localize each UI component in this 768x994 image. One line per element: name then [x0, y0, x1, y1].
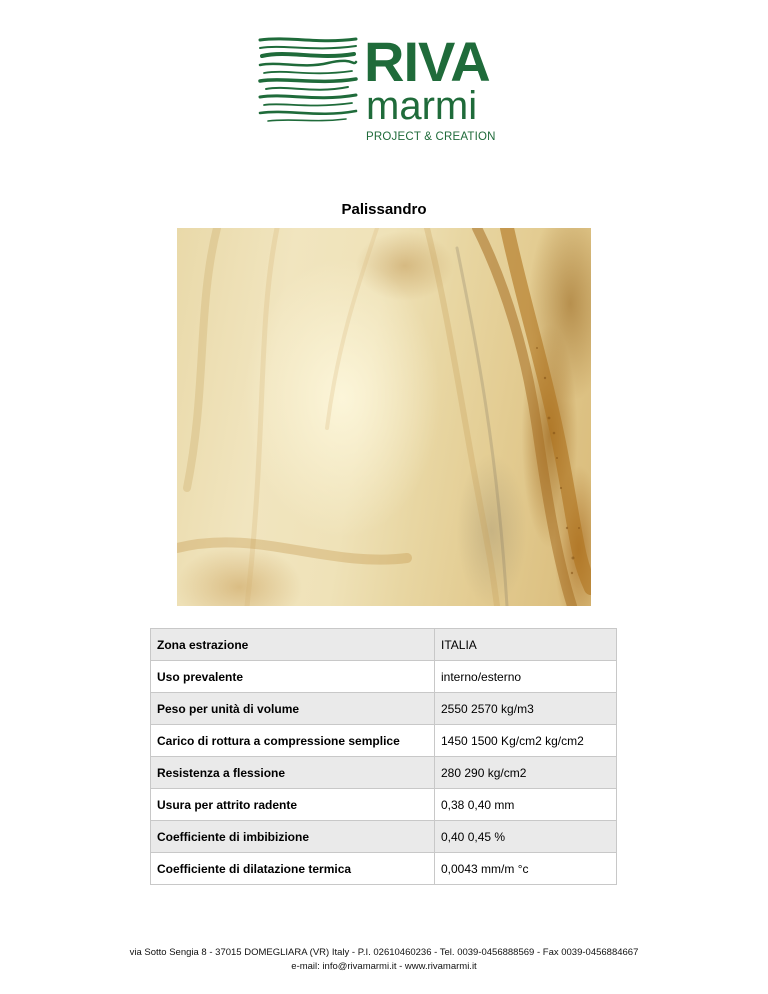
brand-tagline: PROJECT & CREATION	[366, 131, 496, 143]
property-label: Resistenza a flessione	[151, 757, 435, 789]
property-label: Coefficiente di imbibizione	[151, 821, 435, 853]
property-label: Peso per unità di volume	[151, 693, 435, 725]
table-row	[151, 821, 617, 853]
table-row	[151, 757, 617, 789]
property-value: 0,40 0,45 %	[435, 821, 617, 853]
properties-table	[150, 628, 617, 885]
table-row	[151, 661, 617, 693]
footer-contacts: e-mail: info@rivamarmi.it - www.rivamarmi.it	[291, 961, 477, 972]
marble-texture	[177, 228, 591, 606]
marble-veins-logo-icon	[258, 36, 358, 124]
property-value: interno/esterno	[435, 661, 617, 693]
property-value: ITALIA	[435, 629, 617, 661]
property-label: Zona estrazione	[151, 629, 435, 661]
table-row	[151, 789, 617, 821]
brand-name: RIVA	[364, 30, 490, 93]
property-label: Coefficiente di dilatazione termica	[151, 853, 435, 885]
table-row	[151, 629, 617, 661]
property-value: 0,38 0,40 mm	[435, 789, 617, 821]
property-label: Uso prevalente	[151, 661, 435, 693]
table-row	[151, 725, 617, 757]
property-value: 0,0043 mm/m °c	[435, 853, 617, 885]
page-title: Palissandro	[341, 201, 427, 218]
footer	[0, 946, 768, 974]
property-value: 1450 1500 Kg/cm2 kg/cm2	[435, 725, 617, 757]
property-value: 280 290 kg/cm2	[435, 757, 617, 789]
table-row	[151, 853, 617, 885]
property-label: Usura per attrito radente	[151, 789, 435, 821]
property-value: 2550 2570 kg/m3	[435, 693, 617, 725]
property-label: Carico di rottura a compressione semplice	[151, 725, 435, 757]
marble-sample-image	[177, 228, 591, 606]
footer-address: via Sotto Sengia 8 - 37015 DOMEGLIARA (VR) Italy - P.I. 02610460236 - Tel. 0039-0456888569 - Fax 0039-0456884667	[129, 947, 639, 958]
company-logo	[258, 30, 518, 148]
brand-subname: marmi	[366, 84, 478, 128]
table-row	[151, 693, 617, 725]
